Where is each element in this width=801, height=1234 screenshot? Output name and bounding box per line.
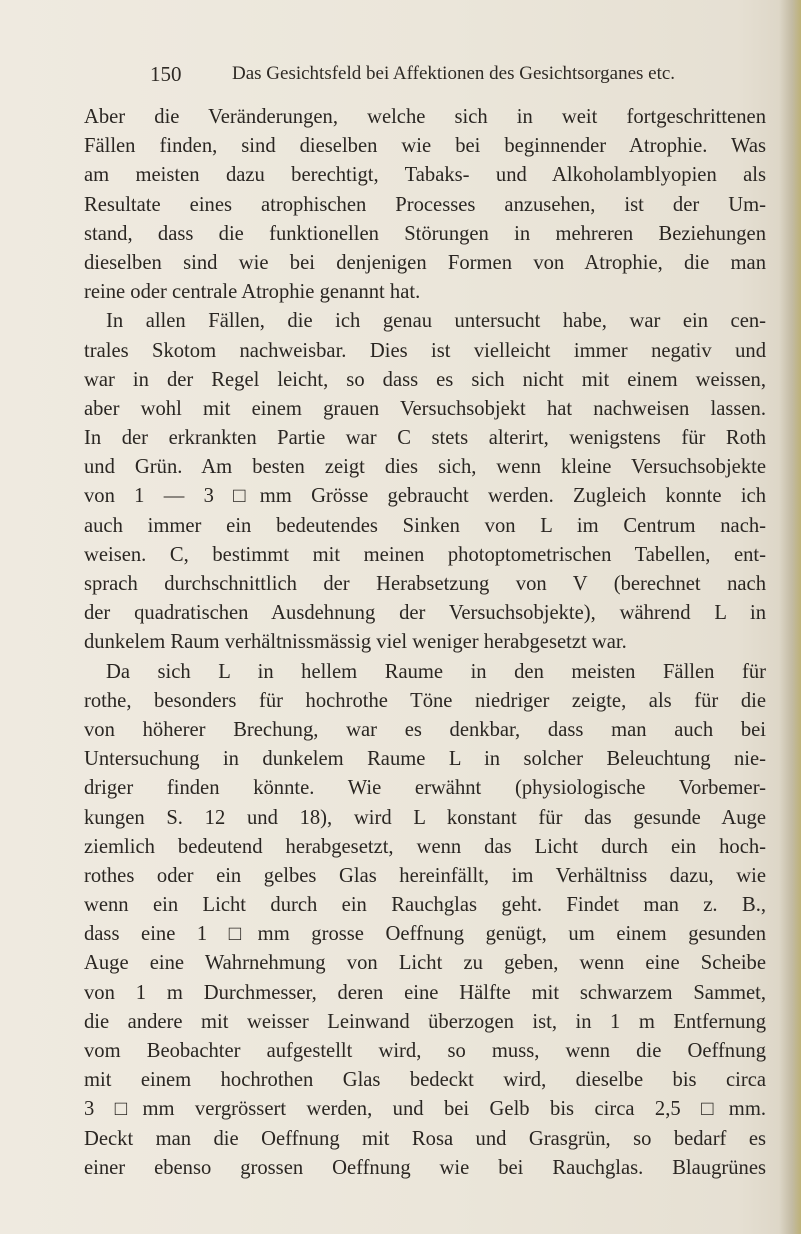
text-line: dunkelem Raum verhältnissmässig viel weniger herabgesetzt war. [84, 631, 627, 654]
text-line: wenn ein Licht durch ein Rauchglas geht. Findet man z. B., [84, 894, 766, 917]
body-text [84, 103, 766, 1183]
text-line: sprach durchschnittlich der Herabsetzung von V (berechnet nach [84, 573, 766, 595]
text-line: ziemlich bedeutend herabgesetzt, wenn das Licht durch ein hoch- [84, 835, 766, 858]
text-line: stand, dass die funktionellen Störungen in mehreren Beziehungen [84, 222, 766, 245]
running-head [150, 62, 770, 92]
text-line: Resultate eines atrophischen Processes anzusehen, ist der Um- [84, 193, 766, 216]
running-title: Das Gesichtsfeld bei Affektionen des Gesichtsorganes etc. [232, 63, 676, 84]
text-line: der quadratischen Ausdehnung der Versuchsobjekte), während L in [84, 602, 766, 625]
text-line: dieselben sind wie bei denjenigen Formen von Atrophie, die man [84, 251, 766, 274]
text-line: Fällen finden, sind dieselben wie bei beginnender Atrophie. Was [84, 135, 766, 158]
text-line: Deckt man die Oeffnung mit Rosa und Grasgrün, so bedarf es [84, 1127, 766, 1150]
text-line: driger finden könnte. Wie erwähnt (physiologische Vorbemer- [84, 777, 766, 800]
text-line: von höherer Brechung, war es denkbar, dass man auch bei [84, 718, 766, 741]
text-line: am meisten dazu berechtigt, Tabaks- und Alkoholamblyopien als [84, 164, 766, 187]
text-line: In allen Fällen, die ich genau untersucht habe, war ein cen- [106, 310, 766, 333]
text-line: war in der Regel leicht, so dass es sich nicht mit einem weissen, [84, 368, 766, 391]
text-line: weisen. C, bestimmt mit meinen photoptometrischen Tabellen, ent- [84, 543, 766, 566]
text-line: einer ebenso grossen Oeffnung wie bei Rauchglas. Blaugrünes [84, 1156, 766, 1179]
text-line: Aber die Veränderungen, welche sich in weit fortgeschrittenen [84, 106, 766, 128]
text-line: von 1 m Durchmesser, deren eine Hälfte mit schwarzem Sammet, [84, 981, 766, 1004]
text-line: Auge eine Wahrnehmung von Licht zu geben, wenn eine Scheibe [84, 952, 766, 975]
text-line: rothe, besonders für hochrothe Töne niedriger zeigte, als für die [84, 689, 766, 712]
text-line: Da sich L in hellem Raume in den meisten Fällen für [106, 660, 766, 683]
text-line: aber wohl mit einem grauen Versuchsobjekt hat nachweisen lassen. [84, 397, 766, 420]
page-number: 150 [150, 62, 182, 86]
text-line: rothes oder ein gelbes Glas hereinfällt, im Verhältniss dazu, wie [84, 864, 766, 887]
text-line: In der erkrankten Partie war C stets alterirt, wenigstens für Roth [84, 427, 766, 450]
text-line: Untersuchung in dunkelem Raume L in solcher Beleuchtung nie- [84, 748, 766, 771]
text-line: trales Skotom nachweisbar. Dies ist vielleicht immer negativ und [84, 339, 766, 362]
text-line: von 1 — 3 □mm Grösse gebraucht werden. Zugleich konnte ich [84, 485, 766, 508]
text-line: 3 □mm vergrössert werden, und bei Gelb bis circa 2,5 □mm. [84, 1098, 766, 1121]
text-line: reine oder centrale Atrophie genannt hat. [84, 281, 421, 304]
text-line: auch immer ein bedeutendes Sinken von L im Centrum nach- [84, 514, 766, 537]
text-line: kungen S. 12 und 18), wird L konstant für das gesunde Auge [84, 806, 766, 829]
text-line: vom Beobachter aufgestellt wird, so muss, wenn die Oeffnung [84, 1040, 766, 1062]
page-edge-shadow [779, 0, 801, 1234]
text-line: mit einem hochrothen Glas bedeckt wird, dieselbe bis circa [84, 1069, 766, 1092]
text-line: dass eine 1 □mm grosse Oeffnung genügt, um einem gesunden [84, 923, 766, 946]
text-line: die andere mit weisser Leinwand überzogen ist, in 1 m Entfernung [84, 1010, 766, 1033]
text-line: und Grün. Am besten zeigt dies sich, wenn kleine Versuchsobjekte [84, 456, 766, 479]
